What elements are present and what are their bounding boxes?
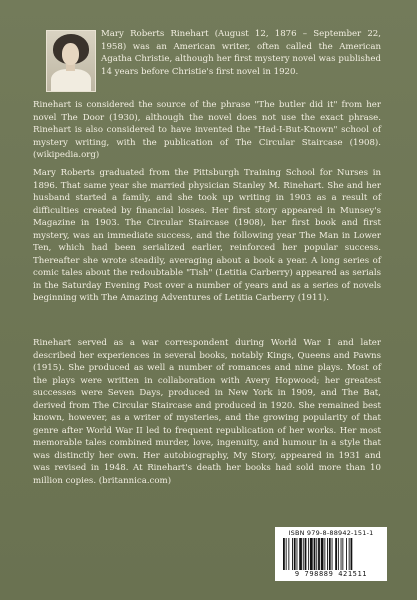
paragraph-butler: Rinehart is considered the source of the phrase "The butler did it" from her novel The Door (1930), although the novel does not use the exact phrase. Rinehart is also considered to have invented the "Had-I-But-Known" school of mystery writing, with the publication of The Circular Staircase (1908). (wikipedia.org) (33, 100, 381, 160)
barcode-icon (281, 538, 381, 570)
isbn-label: ISBN 979-8-88942-151-1 (288, 529, 374, 537)
author-portrait (46, 30, 96, 92)
paragraph-career: Mary Roberts graduated from the Pittsburgh Training School for Nurses in 1896. That same year she married physician Stanley M. Rinehart. She and her husband started a family, and she took up writing in 1903 as a result of difficulties created by financial losses. Her first story appeared in Munsey's Magazine in 1903. The Circular Staircase (1908), her first book and first mystery, was an immediate success, and the following year The Man in Lower Ten, which had been serialized earlier, reinforced her popular success. Thereafter she wrote steadily, averaging about a book a year. A long series of comic tales about the redoubtable "Tish" (Letitia Carberry) appeared as serials in the Saturday Evening Post over a number of years and as a series of novels beginning with The Amazing Adventures of Letitia Carberry (1911). (33, 168, 381, 303)
isbn-barcode (275, 527, 387, 581)
barcode-number: 9 798889 421511 (294, 570, 368, 578)
paragraph-war-plays: Rinehart served as a war correspondent during World War I and later described her experiences in several books, notably Kings, Queens and Pawns (1915). She produced as well a number of romances and nine plays. Most of the plays were written in collaboration with Avery Hopwood; her greatest successes were Seven Days, produced in New York in 1909, and The Bat, derived from The Circular Staircase and produced in 1920. She remained best known, however, as a writer of mysteries, and the growing popularity of that genre after World War II led to frequent republication of her works. Her most memorable tales combined murder, love, ingenuity, and humour in a style that was distinctly her own. Her autobiography, My Story, appeared in 1931 and was revised in 1948. At Rinehart's death her books had sold more than 10 million copies. (britannica.com) (33, 338, 381, 486)
author-intro: Mary Roberts Rinehart (August 12, 1876 – September 22, 1958) was an American writer, often called the American Agatha Christie, although her first mystery novel was published 14 years before Christie's first novel in 1920. (101, 29, 381, 77)
